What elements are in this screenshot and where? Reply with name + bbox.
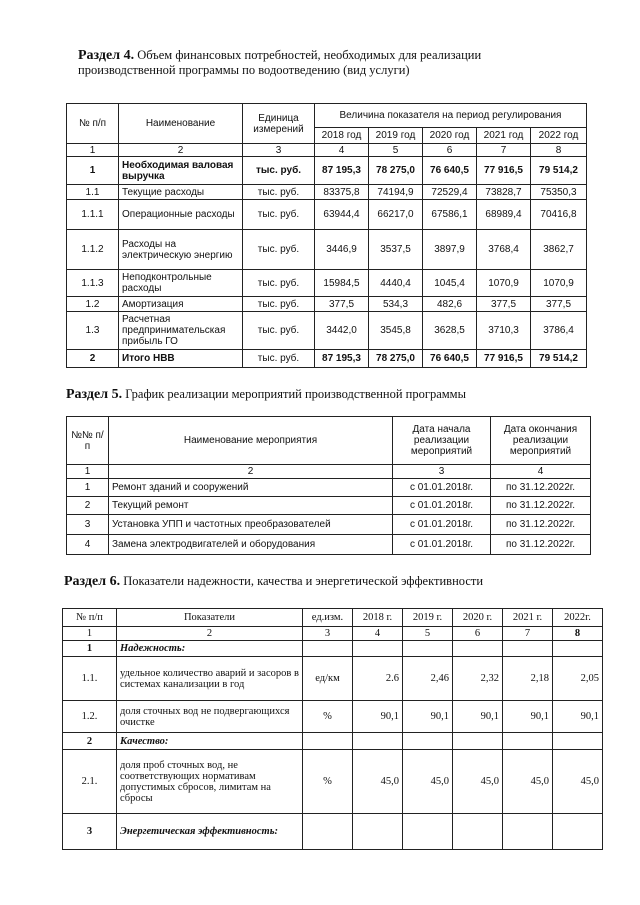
table-row — [67, 200, 587, 230]
section5-heading-number: Раздел 5. — [66, 387, 123, 402]
col-number: 7 — [503, 627, 553, 641]
row-value: 45,0 — [453, 750, 503, 814]
section4-heading — [78, 48, 578, 78]
row-value: 1045,4 — [423, 270, 477, 297]
row-name: Необходимая валовая выручка — [119, 157, 243, 185]
row-value: 90,1 — [453, 701, 503, 733]
s4-header-unit: Единица измерений — [243, 104, 315, 144]
row-value: 3442,0 — [315, 312, 369, 350]
row-value: 377,5 — [315, 297, 369, 312]
section5-heading-text: График реализации мероприятий производственной программы — [122, 387, 466, 401]
col-number: 2 — [119, 144, 243, 157]
row-value: 2,46 — [403, 657, 453, 701]
col-number: 6 — [453, 627, 503, 641]
s6-header-name: Показатели — [117, 609, 303, 627]
row-value: 90,1 — [553, 701, 603, 733]
col-number: 5 — [403, 627, 453, 641]
row-num: 3 — [67, 515, 109, 535]
row-value: 482,6 — [423, 297, 477, 312]
row-num: 2 — [67, 350, 119, 368]
row-unit: тыс. руб. — [243, 185, 315, 200]
s4-header-year: 2022 год — [531, 128, 587, 144]
row-value: 77 916,5 — [477, 350, 531, 368]
row-value: 2,18 — [503, 657, 553, 701]
row-value: 4440,4 — [369, 270, 423, 297]
row-num: 1.2. — [63, 701, 117, 733]
s6-header-unit: ед.изм. — [303, 609, 353, 627]
col-number: 3 — [303, 627, 353, 641]
col-number: 8 — [553, 627, 603, 641]
s4-header-year: 2021 год — [477, 128, 531, 144]
row-value: 79 514,2 — [531, 350, 587, 368]
row-num: 1.1.2 — [67, 230, 119, 270]
row-value: 3710,3 — [477, 312, 531, 350]
row-value: 2.6 — [353, 657, 403, 701]
col-number: 1 — [63, 627, 117, 641]
row-num: 1 — [67, 157, 119, 185]
row-unit: ед/км — [303, 657, 353, 701]
row-value: 87 195,3 — [315, 157, 369, 185]
row-unit: тыс. руб. — [243, 230, 315, 270]
row-num: 1.2 — [67, 297, 119, 312]
group-title: Энергетическая эффективность: — [117, 814, 303, 850]
group-row — [63, 641, 603, 657]
col-number: 2 — [109, 465, 393, 479]
row-num: 1.1 — [67, 185, 119, 200]
row-name: Итого НВВ — [119, 350, 243, 368]
row-value: 78 275,0 — [369, 350, 423, 368]
section4-table — [66, 103, 587, 368]
row-value: 377,5 — [477, 297, 531, 312]
row-value: 90,1 — [403, 701, 453, 733]
s5-col-number-row — [67, 465, 591, 479]
table-row — [67, 157, 587, 185]
row-value: 2,05 — [553, 657, 603, 701]
row-unit: тыс. руб. — [243, 297, 315, 312]
s5-header-num: №№ п/п — [67, 417, 109, 465]
row-value: 3862,7 — [531, 230, 587, 270]
section6-heading-number: Раздел 6. — [64, 574, 121, 589]
s4-header-name: Наименование — [119, 104, 243, 144]
row-num: 1.3 — [67, 312, 119, 350]
row-value: 534,3 — [369, 297, 423, 312]
group-row — [63, 733, 603, 750]
col-number: 4 — [353, 627, 403, 641]
s5-header-start: Дата начала реализации мероприятий — [393, 417, 491, 465]
row-value: 75350,3 — [531, 185, 587, 200]
row-start: с 01.01.2018г. — [393, 497, 491, 515]
row-value: 83375,8 — [315, 185, 369, 200]
row-name: Текущие расходы — [119, 185, 243, 200]
section4-heading-text: Объем финансовых потребностей, необходимых для реализации производственной программы по водоотведению (вид услуги) — [78, 48, 482, 77]
row-value: 3897,9 — [423, 230, 477, 270]
col-number: 3 — [393, 465, 491, 479]
group-title: Качество: — [117, 733, 303, 750]
section6-heading-text: Показатели надежности, качества и энергетической эффективности — [120, 574, 484, 588]
group-title: Надежность: — [117, 641, 303, 657]
row-name: доля проб сточных вод, не соответствующих нормативам допустимых сбросов, лимитам на сбросы — [117, 750, 303, 814]
row-end: по 31.12.2022г. — [491, 535, 591, 555]
row-value: 15984,5 — [315, 270, 369, 297]
row-value: 3786,4 — [531, 312, 587, 350]
row-value: 377,5 — [531, 297, 587, 312]
col-number: 1 — [67, 144, 119, 157]
row-value: 45,0 — [353, 750, 403, 814]
row-value: 3537,5 — [369, 230, 423, 270]
row-value: 90,1 — [353, 701, 403, 733]
table-row — [67, 230, 587, 270]
s5-header-name: Наименование мероприятия — [109, 417, 393, 465]
row-unit: тыс. руб. — [243, 312, 315, 350]
table-row — [67, 297, 587, 312]
col-number: 2 — [117, 627, 303, 641]
row-unit: % — [303, 750, 353, 814]
col-number: 8 — [531, 144, 587, 157]
row-name: Расчетная предпринимательская прибыль ГО — [119, 312, 243, 350]
row-value: 73828,7 — [477, 185, 531, 200]
row-name: Ремонт зданий и сооружений — [109, 479, 393, 497]
row-start: с 01.01.2018г. — [393, 479, 491, 497]
s4-header-year: 2019 год — [369, 128, 423, 144]
row-value: 76 640,5 — [423, 157, 477, 185]
s4-header-num: № п/п — [67, 104, 119, 144]
group-num: 1 — [63, 641, 117, 657]
col-number: 5 — [369, 144, 423, 157]
row-value: 78 275,0 — [369, 157, 423, 185]
col-number: 1 — [67, 465, 109, 479]
row-value: 72529,4 — [423, 185, 477, 200]
row-value: 1070,9 — [477, 270, 531, 297]
table-row — [67, 515, 591, 535]
row-unit: тыс. руб. — [243, 350, 315, 368]
table-row — [63, 701, 603, 733]
table-row — [67, 479, 591, 497]
row-value: 74194,9 — [369, 185, 423, 200]
row-num: 4 — [67, 535, 109, 555]
section6-table — [62, 608, 603, 850]
row-end: по 31.12.2022г. — [491, 497, 591, 515]
row-num: 1 — [67, 479, 109, 497]
table-row — [63, 750, 603, 814]
table-row — [67, 535, 591, 555]
row-value: 66217,0 — [369, 200, 423, 230]
section5-table — [66, 416, 591, 555]
row-unit: тыс. руб. — [243, 200, 315, 230]
s6-header-year: 2022г. — [553, 609, 603, 627]
row-value: 3545,8 — [369, 312, 423, 350]
group-row — [63, 814, 603, 850]
row-unit: % — [303, 701, 353, 733]
row-value: 67586,1 — [423, 200, 477, 230]
row-name: Неподконтрольные расходы — [119, 270, 243, 297]
section5-heading — [66, 387, 586, 402]
row-end: по 31.12.2022г. — [491, 479, 591, 497]
row-start: с 01.01.2018г. — [393, 515, 491, 535]
group-num: 2 — [63, 733, 117, 750]
row-name: Операционные расходы — [119, 200, 243, 230]
row-value: 45,0 — [503, 750, 553, 814]
row-name: Установка УПП и частотных преобразователей — [109, 515, 393, 535]
row-value: 76 640,5 — [423, 350, 477, 368]
row-value: 63944,4 — [315, 200, 369, 230]
table-row — [67, 185, 587, 200]
table-row — [67, 497, 591, 515]
row-start: с 01.01.2018г. — [393, 535, 491, 555]
row-num: 1.1.3 — [67, 270, 119, 297]
row-value: 77 916,5 — [477, 157, 531, 185]
s4-header-year: 2018 год — [315, 128, 369, 144]
row-value: 79 514,2 — [531, 157, 587, 185]
s5-header-end: Дата окончания реализации мероприятий — [491, 417, 591, 465]
row-value: 70416,8 — [531, 200, 587, 230]
row-value: 90,1 — [503, 701, 553, 733]
col-number: 4 — [315, 144, 369, 157]
table-row — [67, 270, 587, 297]
col-number: 4 — [491, 465, 591, 479]
row-value: 45,0 — [553, 750, 603, 814]
s6-header-year: 2019 г. — [403, 609, 453, 627]
row-value: 45,0 — [403, 750, 453, 814]
section6-heading — [64, 574, 584, 589]
row-num: 1.1.1 — [67, 200, 119, 230]
s6-header-year: 2021 г. — [503, 609, 553, 627]
s6-header-year: 2018 г. — [353, 609, 403, 627]
row-name: Текущий ремонт — [109, 497, 393, 515]
row-num: 2.1. — [63, 750, 117, 814]
row-value: 3446,9 — [315, 230, 369, 270]
row-unit: тыс. руб. — [243, 157, 315, 185]
row-end: по 31.12.2022г. — [491, 515, 591, 535]
row-value: 87 195,3 — [315, 350, 369, 368]
row-value: 68989,4 — [477, 200, 531, 230]
row-value: 3768,4 — [477, 230, 531, 270]
section4-heading-number: Раздел 4. — [78, 48, 135, 63]
row-name: доля сточных вод не подвергающихся очистке — [117, 701, 303, 733]
row-name: Расходы на электрическую энергию — [119, 230, 243, 270]
group-num: 3 — [63, 814, 117, 850]
s4-col-number-row — [67, 144, 587, 157]
s6-header-year: 2020 г. — [453, 609, 503, 627]
s6-header-num: № п/п — [63, 609, 117, 627]
s4-header-year: 2020 год — [423, 128, 477, 144]
row-value: 3628,5 — [423, 312, 477, 350]
col-number: 3 — [243, 144, 315, 157]
col-number: 7 — [477, 144, 531, 157]
s4-header-group: Величина показателя на период регулирования — [315, 104, 587, 128]
row-name: удельное количество аварий и засоров в системах канализации в год — [117, 657, 303, 701]
row-value: 1070,9 — [531, 270, 587, 297]
row-num: 2 — [67, 497, 109, 515]
row-name: Амортизация — [119, 297, 243, 312]
row-unit: тыс. руб. — [243, 270, 315, 297]
table-row — [67, 312, 587, 350]
col-number: 6 — [423, 144, 477, 157]
table-row — [67, 350, 587, 368]
row-value: 2,32 — [453, 657, 503, 701]
row-num: 1.1. — [63, 657, 117, 701]
row-name: Замена электродвигателей и оборудования — [109, 535, 393, 555]
table-row — [63, 657, 603, 701]
s6-col-number-row — [63, 627, 603, 641]
